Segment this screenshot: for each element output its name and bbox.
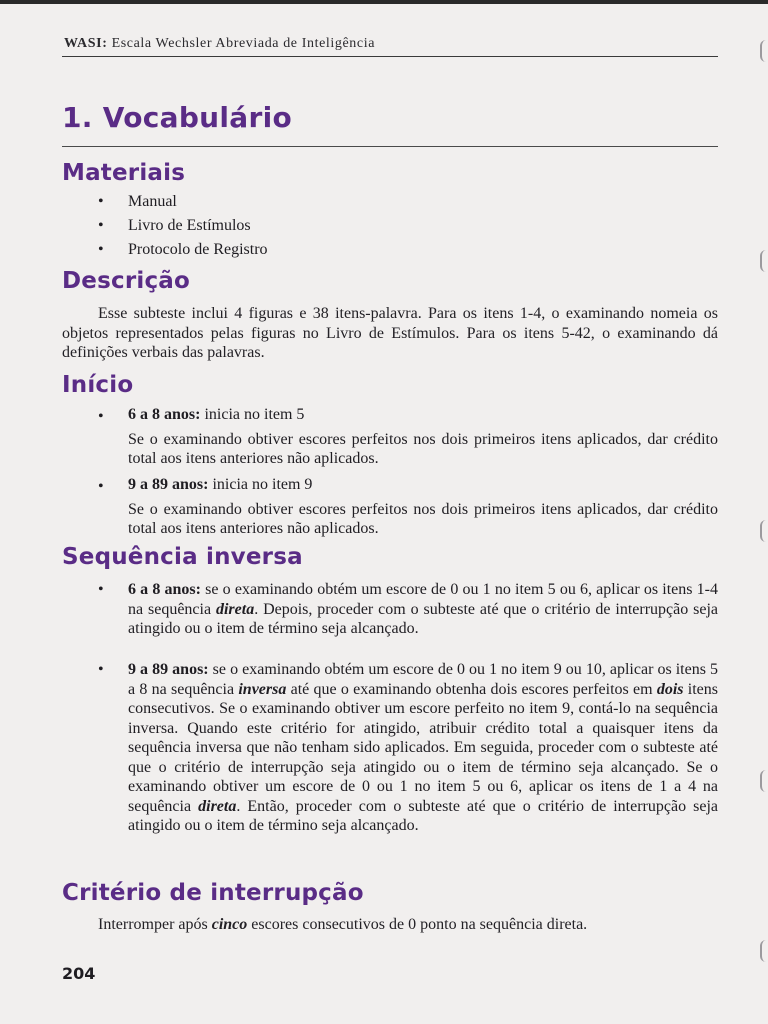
materiais-item-label: Livro de Estímulos — [128, 217, 251, 234]
materiais-list — [98, 190, 268, 262]
age-range-label: 9 a 89 anos: — [128, 476, 209, 493]
materiais-heading: Materiais — [62, 160, 186, 186]
sequencia-item-text — [98, 580, 718, 639]
text-run: . Então, proceder com o subteste até que o critério de interrupção seja atingido ou o item de término seja alcançado. — [128, 797, 718, 834]
text-run: escores consecutivos de 0 ponto na sequência direta. — [247, 916, 588, 933]
emphasis-direta: direta — [198, 797, 237, 815]
text-run: se o examinando obtém um escore de 0 ou 1 no item 9 ou 10, aplicar os itens 5 a 8 na sequência — [128, 661, 719, 698]
materiais-item-label: Protocolo de Registro — [128, 241, 268, 258]
list-item — [98, 190, 268, 214]
list-item — [98, 214, 268, 238]
sequencia-item-text — [98, 660, 718, 836]
bullet-icon: • — [98, 581, 104, 598]
text-run: Interromper após — [98, 916, 212, 933]
criterio-paragraph — [62, 915, 718, 935]
start-item-text: inicia no item 9 — [208, 476, 313, 493]
descricao-heading: Descrição — [62, 268, 190, 294]
inicio-item-6-8 — [98, 405, 718, 469]
bullet-icon: • — [98, 478, 104, 495]
emphasis-dois: dois — [656, 680, 684, 698]
sequencia-item-9-89 — [98, 660, 718, 836]
bullet-icon: • — [98, 661, 104, 678]
emphasis-inversa: inversa — [238, 680, 287, 698]
page-top-edge — [0, 0, 768, 4]
bullet-icon: • — [98, 241, 104, 258]
inicio-age-line — [98, 475, 718, 495]
chapter-title: 1. Vocabulário — [62, 101, 293, 134]
running-head-acronym: WASI: — [64, 36, 108, 51]
bullet-icon: • — [98, 217, 104, 234]
materiais-item-label: Manual — [128, 193, 177, 210]
sequencia-item-6-8 — [98, 580, 718, 639]
running-head-title: Escala Wechsler Abreviada de Inteligência — [107, 36, 376, 51]
inicio-item-9-89 — [98, 475, 718, 539]
running-head — [64, 36, 375, 52]
text-run: . Depois, proceder com o subteste até que o critério de interrupção seja atingido ou o item de término seja alcançado. — [128, 600, 719, 637]
page-number: 204 — [62, 964, 96, 983]
inicio-description: Se o examinando obtiver escores perfeitos nos dois primeiros itens aplicados, dar crédito total aos itens anteriores não aplicados. — [128, 500, 718, 537]
inicio-heading: Início — [62, 372, 134, 398]
sequencia-inversa-heading: Sequência inversa — [62, 544, 303, 570]
emphasis-cinco: cinco — [211, 916, 248, 933]
title-rule — [62, 146, 718, 147]
text-run: até que o examinando obtenha dois escores perfeitos em — [286, 680, 657, 698]
start-item-text: inicia no item 5 — [200, 406, 305, 423]
text-run: itens consecutivos. Se o examinando obtiver um escore perfeito no item 9, contá-lo na sequência inversa. Quando este critério for atingido, atribuir crédito total a quaisquer itens da sequência inversa que não tenham sido aplicados. Em seguida, proceder com o subteste até que o critério de interrupção seja atingido ou o item de término seja alcançado. Se o examinando obtiver um escore de 0 ou 1 no item 5 ou 6, aplicar os itens de 1 a 4 na sequência — [128, 680, 719, 815]
text-run: se o examinando obtém um escore de 0 ou 1 no item 5 ou 6, aplicar os itens 1-4 na sequência — [128, 581, 719, 618]
list-item — [98, 238, 268, 262]
bullet-icon: • — [98, 193, 104, 210]
inicio-age-line — [98, 405, 718, 425]
inicio-description: Se o examinando obtiver escores perfeitos nos dois primeiros itens aplicados, dar crédito total aos itens anteriores não aplicados. — [128, 430, 718, 467]
age-range-label: 6 a 8 anos: — [128, 406, 201, 423]
emphasis-direta: direta — [215, 600, 255, 618]
criterio-heading: Critério de interrupção — [62, 880, 364, 906]
bullet-icon: • — [98, 408, 104, 425]
age-range-label: 9 a 89 anos: — [128, 661, 209, 678]
descricao-paragraph: Esse subteste inclui 4 figuras e 38 itens-palavra. Para os itens 1-4, o examinando nomeia os objetos representados pelas figuras no Livro de Estímulos. Para os itens 5-42, o examinando dá definições verbais das palavras. — [62, 305, 718, 361]
binding-edge — [758, 0, 768, 1024]
age-range-label: 6 a 8 anos: — [128, 581, 201, 598]
header-rule — [62, 56, 718, 57]
